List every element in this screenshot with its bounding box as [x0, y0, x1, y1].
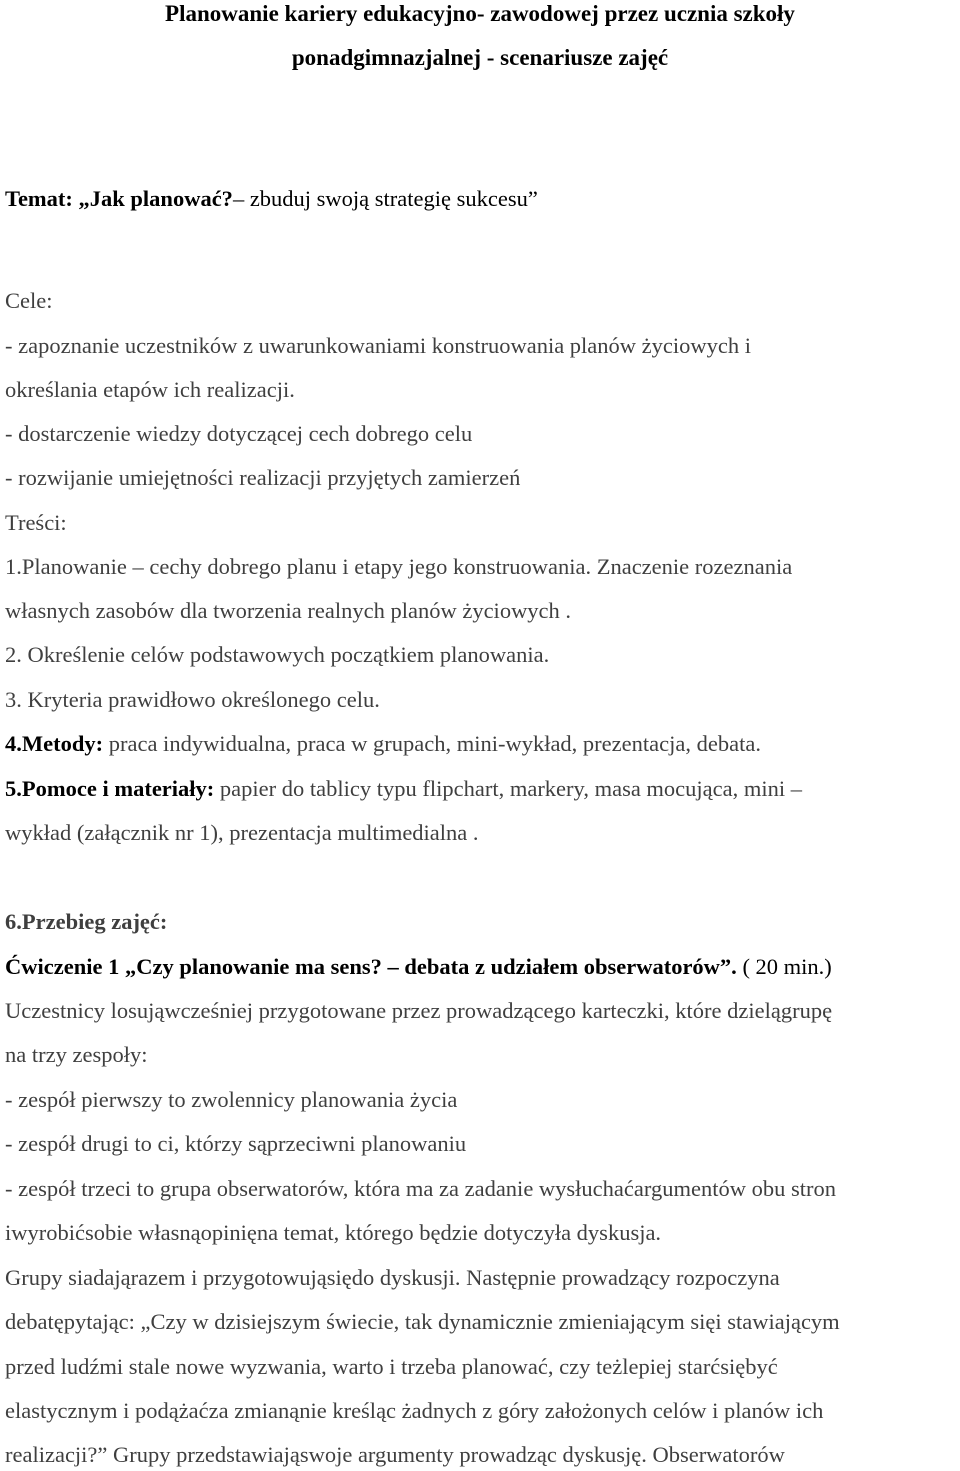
content-item-5 — [5, 775, 802, 803]
content-item-4 — [5, 730, 761, 758]
contents-heading: Treści: — [5, 510, 67, 535]
team-3-line-2: iwyrobićsobie własnąopinięna temat, którego będzie dotyczyła dyskusja. — [5, 1220, 662, 1245]
team-2: - zespół drugi to ci, którzy sąprzeciwni planowaniu — [5, 1131, 467, 1156]
exercise-title: Ćwiczenie 1 „Czy planowanie ma sens? – debata z udziałem obserwatorów”. — [5, 954, 737, 979]
topic-label: Temat: „Jak planować? — [5, 186, 233, 211]
team-3-line-1: - zespół trzeci to grupa obserwatorów, która ma za zadanie wysłuchaćargumentów obu stron — [5, 1176, 836, 1201]
paragraph-1-line-1: Uczestnicy losująwcześniej przygotowane przez prowadzącego karteczki, które dzielągrupę — [5, 998, 833, 1023]
goal-line-3: - dostarczenie wiedzy dotyczącej cech dobrego celu — [5, 421, 473, 446]
materials-text: papier do tablicy typu flipchart, markery, masa mocująca, mini – — [214, 776, 803, 801]
exercise-time: ( 20 min.) — [736, 954, 832, 979]
content-item-5-line-2: wykład (załącznik nr 1), prezentacja multimedialna . — [5, 820, 479, 845]
team-1: - zespół pierwszy to zwolennicy planowania życia — [5, 1087, 458, 1112]
topic-line — [5, 185, 538, 213]
goals-heading: Cele: — [5, 288, 53, 313]
goal-line-2: określania etapów ich realizacji. — [5, 377, 295, 402]
paragraph-2-line-4: elastycznym i podążaćza zmianąnie kreśląc żadnych z góry założonych celów i planów ich — [5, 1398, 824, 1423]
paragraph-2-line-3: przed ludźmi stale nowe wyzwania, warto i trzeba planować, czy teżlepiej starćsiębyć — [5, 1354, 778, 1379]
exercise-title-line — [5, 953, 832, 981]
paragraph-1-line-2: na trzy zespoły: — [5, 1042, 148, 1067]
content-item-1-line-1: 1.Planowanie – cechy dobrego planu i etapy jego konstruowania. Znaczenie rozeznania — [5, 554, 793, 579]
content-item-1-line-2: własnych zasobów dla tworzenia realnych planów życiowych . — [5, 598, 572, 623]
goal-line-4: - rozwijanie umiejętności realizacji przyjętych zamierzeń — [5, 465, 521, 490]
methods-label: 4.Metody: — [5, 731, 104, 756]
topic-text: – zbuduj swoją strategię sukcesu” — [232, 186, 538, 211]
content-item-3: 3. Kryteria prawidłowo określonego celu. — [5, 687, 380, 712]
methods-text: praca indywidualna, praca w grupach, mini-wykład, prezentacja, debata. — [103, 731, 761, 756]
document-title-line-2: ponadgimnazjalnej - scenariusze zajęć — [291, 45, 669, 70]
content-item-2: 2. Określenie celów podstawowych początkiem planowania. — [5, 642, 550, 667]
paragraph-2-line-1: Grupy siadająrazem i przygotowująsiędo dyskusji. Następnie prowadzący rozpoczyna — [5, 1265, 780, 1290]
document-title-line-1: Planowanie kariery edukacyjno- zawodowej przez ucznia szkoły — [165, 1, 795, 26]
paragraph-2-line-2: debatępytając: „Czy w dzisiejszym świecie, tak dynamicznie zmieniającym sięi stawiającym — [5, 1309, 840, 1334]
paragraph-2-line-5: realizacji?” Grupy przedstawiająswoje argumenty prowadząc dyskusję. Obserwatorów — [5, 1442, 785, 1467]
materials-label: 5.Pomoce i materiały: — [5, 776, 215, 801]
course-heading: 6.Przebieg zajęć: — [5, 909, 168, 934]
goal-line-1: - zapoznanie uczestników z uwarunkowaniami konstruowania planów życiowych i — [5, 333, 752, 358]
